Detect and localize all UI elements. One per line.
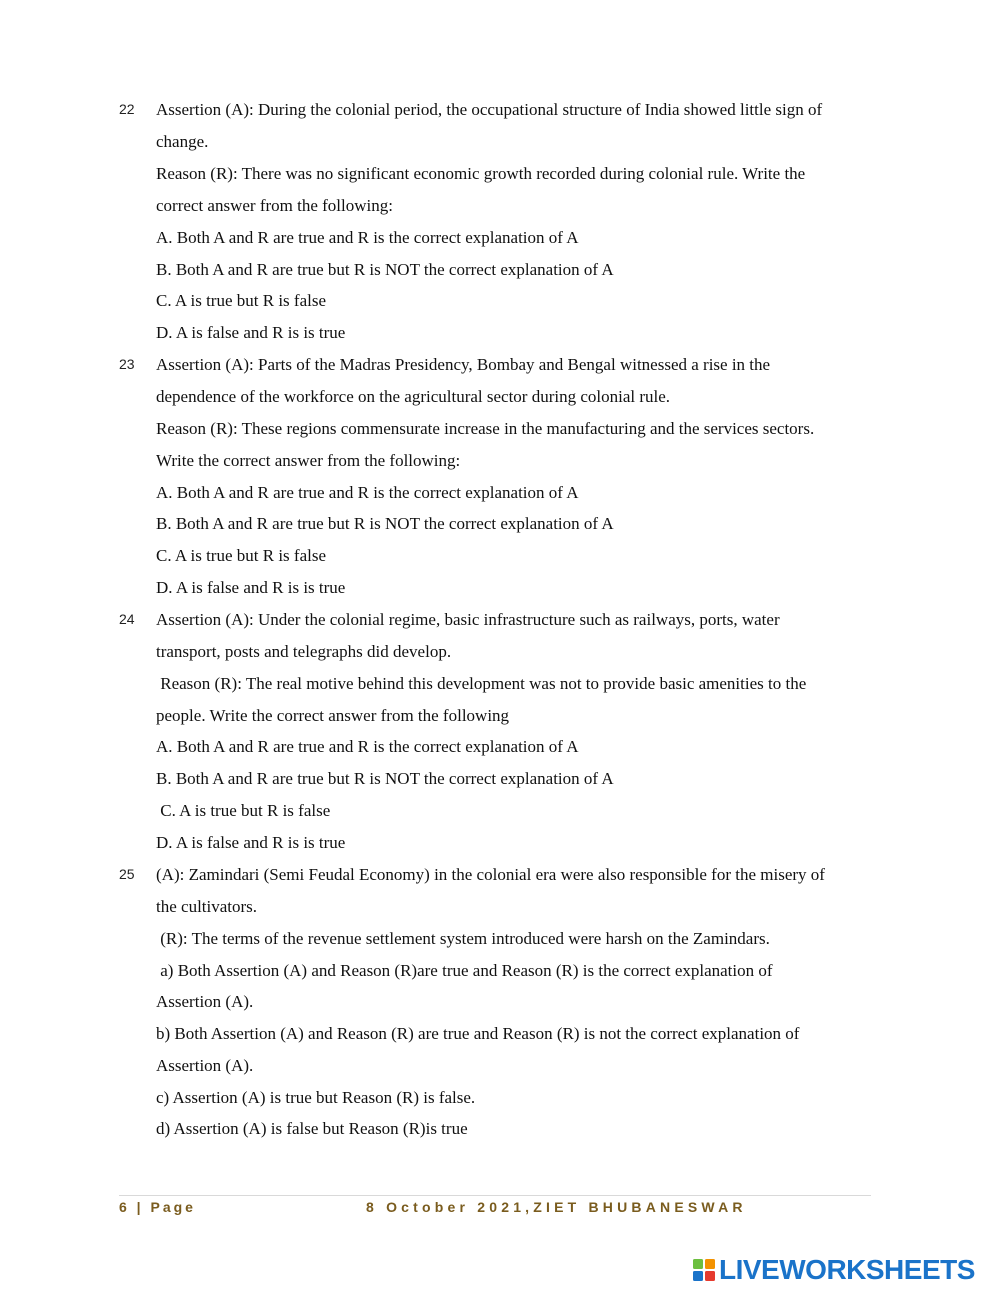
liveworksheets-logo[interactable] [692,1254,992,1286]
option-b: B. Both A and R are true but R is NOT the correct explanation of A [156,769,614,788]
liveworksheets-logo-icon [692,1258,716,1282]
option-c: C. A is true but R is false [156,291,326,310]
option-a: A. Both A and R are true and R is the correct explanation of A [156,483,579,502]
question-line: (R): The terms of the revenue settlement system introduced were harsh on the Zamindars. [156,929,770,948]
option-c: C. A is true but R is false [156,801,331,820]
question-line: Reason (R): The real motive behind this development was not to provide basic amenities to the [156,674,807,693]
question-line: Assertion (A): During the colonial period, the occupational structure of India showed little sign of [156,100,823,119]
question-line: dependence of the workforce on the agricultural sector during colonial rule. [156,387,671,406]
option-b-continued: Assertion (A). [156,1056,254,1075]
question-line: Assertion (A): Parts of the Madras Presidency, Bombay and Bengal witnessed a rise in the [156,355,771,374]
option-d: d) Assertion (A) is false but Reason (R)is true [156,1119,468,1138]
question-number: 22 [119,101,135,117]
option-b: B. Both A and R are true but R is NOT the correct explanation of A [156,260,614,279]
option-c: c) Assertion (A) is true but Reason (R) is false. [156,1088,476,1107]
option-d: D. A is false and R is is true [156,833,346,852]
option-d: D. A is false and R is is true [156,323,346,342]
option-a: a) Both Assertion (A) and Reason (R)are true and Reason (R) is the correct explanation of [156,961,773,980]
question-line: Write the correct answer from the following: [156,451,461,470]
footer-date-line: 8 October 2021,ZIET BHUBANESWAR [366,1199,747,1215]
question-number: 23 [119,356,135,372]
footer-divider [119,1195,871,1196]
option-c: C. A is true but R is false [156,546,326,565]
footer-page-number: 6 | Page [119,1199,196,1215]
question-number: 24 [119,611,135,627]
question-line: transport, posts and telegraphs did develop. [156,642,452,661]
question-line: Reason (R): There was no significant economic growth recorded during colonial rule. Write the [156,164,806,183]
question-line: the cultivators. [156,897,258,916]
liveworksheets-logo-text: LIVEWORKSHEETS [719,1254,975,1285]
option-b: b) Both Assertion (A) and Reason (R) are true and Reason (R) is not the correct explanation of [156,1024,800,1043]
option-a: A. Both A and R are true and R is the correct explanation of A [156,737,579,756]
question-line: (A): Zamindari (Semi Feudal Economy) in the colonial era were also responsible for the misery of [156,865,825,884]
option-a-continued: Assertion (A). [156,992,254,1011]
question-line: Reason (R): These regions commensurate increase in the manufacturing and the services sectors. [156,419,815,438]
question-line: change. [156,132,209,151]
question-line: Assertion (A): Under the colonial regime, basic infrastructure such as railways, ports, water [156,610,780,629]
option-a: A. Both A and R are true and R is the correct explanation of A [156,228,579,247]
question-line: correct answer from the following: [156,196,393,215]
option-b: B. Both A and R are true but R is NOT the correct explanation of A [156,514,614,533]
question-line: people. Write the correct answer from the following [156,706,510,725]
question-number: 25 [119,866,135,882]
option-d: D. A is false and R is is true [156,578,346,597]
